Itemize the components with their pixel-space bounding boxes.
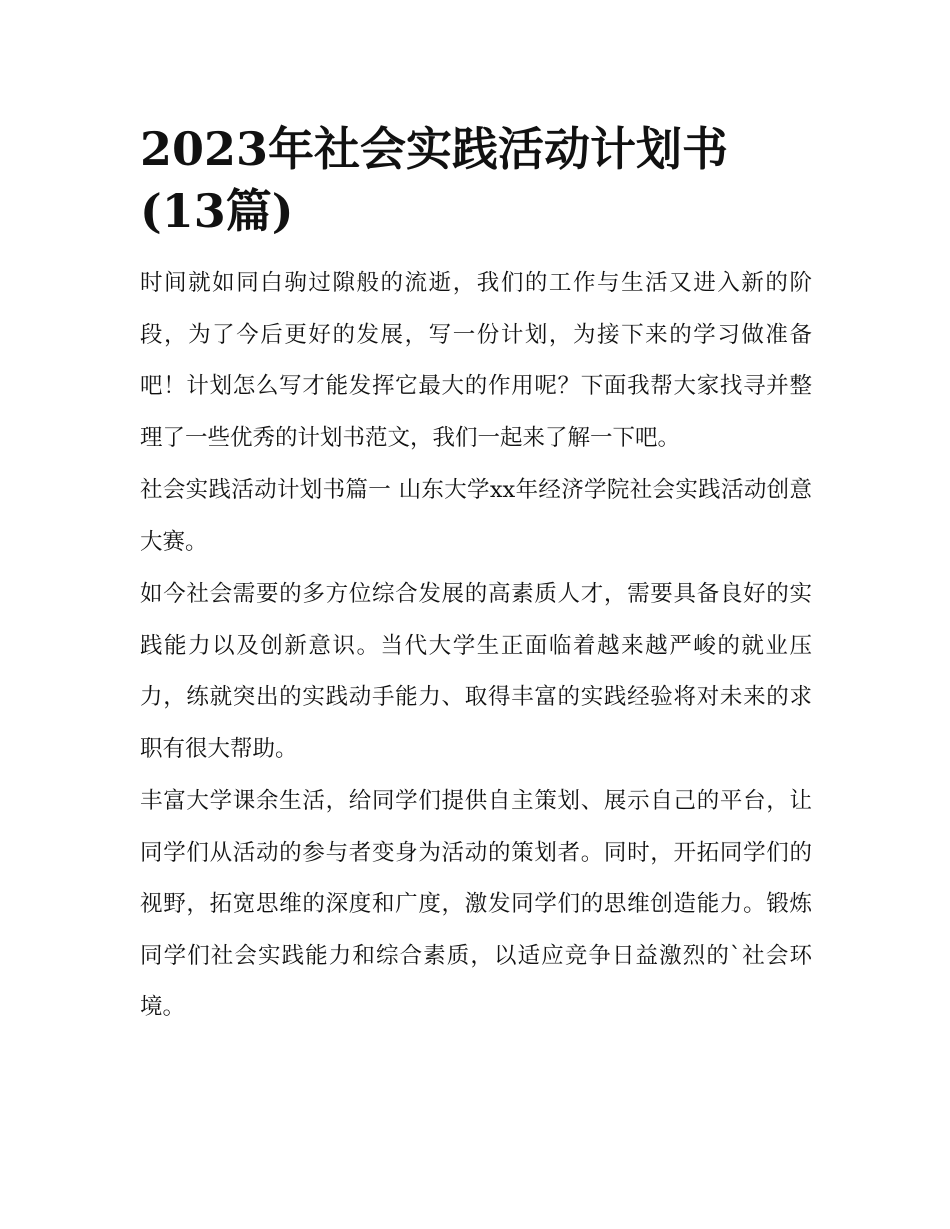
paragraph-intro: 时间就如同白驹过隙般的流逝，我们的工作与生活又进入新的阶段，为了今后更好的发展，写一份计划，为接下来的学习做准备吧！计划怎么写才能发挥它最大的作用呢？下面我帮大家找寻并整理了一些优秀的计划书范文，我们一起来了解一下吧。 xyxy=(140,270,812,451)
paragraph-purpose: 丰富大学课余生活，给同学们提供自主策划、展示自己的平台，让同学们从活动的参与者变身为活动的策划者。同时，开拓同学们的视野，拓宽思维的深度和广度，激发同学们的思维创造能力。锻炼同学们社会实践能力和综合素质，以适应竞争日益激烈的`社会环境。 xyxy=(140,788,812,1020)
paragraph-section-heading: 社会实践活动计划书篇一 山东大学xx年经济学院社会实践活动创意大赛。 xyxy=(140,477,812,555)
document-title xyxy=(140,118,812,242)
document-page xyxy=(140,118,812,1035)
paragraph-background: 如今社会需要的多方位综合发展的高素质人才，需要具备良好的实践能力以及创新意识。当代大学生正面临着越来越严峻的就业压力，练就突出的实践动手能力、取得丰富的实践经验将对未来的求职有很大帮助。 xyxy=(140,581,812,762)
title-line-1: 2023年社会实践活动计划书 xyxy=(140,122,729,176)
document-body xyxy=(140,258,812,1034)
title-line-2: (13篇) xyxy=(140,184,294,238)
